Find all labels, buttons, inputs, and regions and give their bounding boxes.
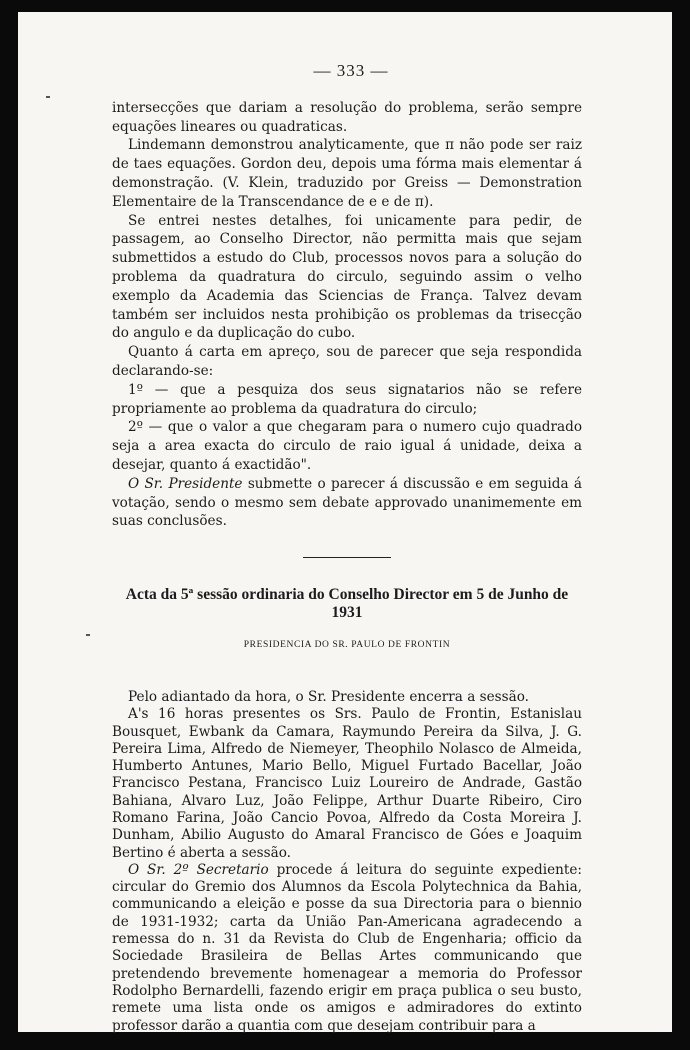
- list-item: 1º — que a pesquiza dos seus signatarios não se refere propriamente ao problema da quadratura do circulo;: [112, 381, 582, 417]
- secretary-paragraph: [112, 862, 582, 1035]
- minutes-body: [112, 689, 582, 1035]
- scan-speck: [46, 96, 50, 98]
- scan-speck: [86, 634, 90, 636]
- vote-text: submette o parecer á discussão e em seguida á votação, sendo o mesmo sem debate approvado unanimemente em suas conclusões.: [112, 475, 582, 530]
- list-item: 2º — que o valor a que chegaram para o numero cujo quadrado seja a area exacta do circulo de raio igual á unidade, deixa a desejar, quanto á exactidão".: [112, 419, 582, 473]
- paragraph: Se entrei nestes detalhes, foi unicamente para pedir, de passagem, ao Conselho Director, não permitta mais que sejam submettidos a estudo do Club, processos novos para a solução do problema da quadratura do circulo, seguindo assim o velho exemplo da Academia das Sciencias de França. Talvez devam também ser incluidos nesta prohibição os problemas da trisecção do angulo e da duplicação do cubo.: [112, 212, 582, 342]
- paragraph: Quanto á carta em apreço, sou de parecer que seja respondida declarando-se:: [112, 344, 582, 379]
- paragraph: Pelo adiantado da hora, o Sr. Presidente encerra a sessão.: [128, 688, 529, 705]
- paragraph: intersecções que dariam a resolução do problema, serão sempre equações lineares ou quadraticas.: [112, 99, 582, 135]
- vote-paragraph: [112, 475, 582, 531]
- section-title: Acta da 5ª sessão ordinaria do Conselho Director em 5 de Junho de 1931: [125, 586, 569, 622]
- paragraph: Lindemann demonstrou analyticamente, que π não pode ser raiz de taes equações. Gordon deu, depois uma fórma mais elementar á demonstração. (V. Klein, traduzido por Greiss — Demonstration Elementaire de la Transcendance de e e de π).: [112, 137, 582, 210]
- speaker-name: O Sr. 2º Secretario: [128, 861, 269, 878]
- secretary-text: procede á leitura do seguinte expediente: circular do Gremio dos Alumnos da Escola Polytechnica da Bahia, communicando a eleição e posse da sua Directoria para o biennio de 1931-1932; carta da União Pan-Americana agradecendo a remessa do n. 31 da Revista do Club de Engenharia; officio da Sociedade Brasileira de Bellas Artes communicando que pretendendo brevemente homenagear a memoria do Professor Rodolpho Bernardelli, fazendo erigir em praça publica o seu busto, remete uma lista onde os amigos e admiradores do extinto professor darão a quantia com que desejam contribuir para a: [112, 861, 582, 1034]
- presidency-line: PRESIDENCIA DO SR. PAULO DE FRONTIN: [243, 640, 451, 651]
- document-page: [112, 62, 582, 1035]
- speaker-name: O Sr. Presidente: [128, 475, 243, 492]
- report-continuation: [112, 99, 582, 531]
- paragraph: A's 16 horas presentes os Srs. Paulo de Frontin, Estanislau Bousquet, Ewbank da Camara, Raymundo Pereira da Silva, J. G. Pereira Lima, Alfredo de Niemeyer, Theophilo Nolasco de Almeida, Humberto Antunes, Mario Bello, Miguel Furtado Bacellar, João Francisco Pestana, Francisco Luiz Loureiro de Andrade, Gastão Bahiana, Alvaro Luz, João Felippe, Arthur Duarte Ribeiro, Ciro Romano Farina, João Cancio Povoa, Alfredo da Costa Moreira J. Dunham, Abilio Augusto do Amaral Francisco de Góes e Joaquim Bertino é aberta a sessão.: [112, 706, 582, 861]
- page-number: — 333 —: [313, 61, 389, 80]
- section-divider: [303, 557, 391, 558]
